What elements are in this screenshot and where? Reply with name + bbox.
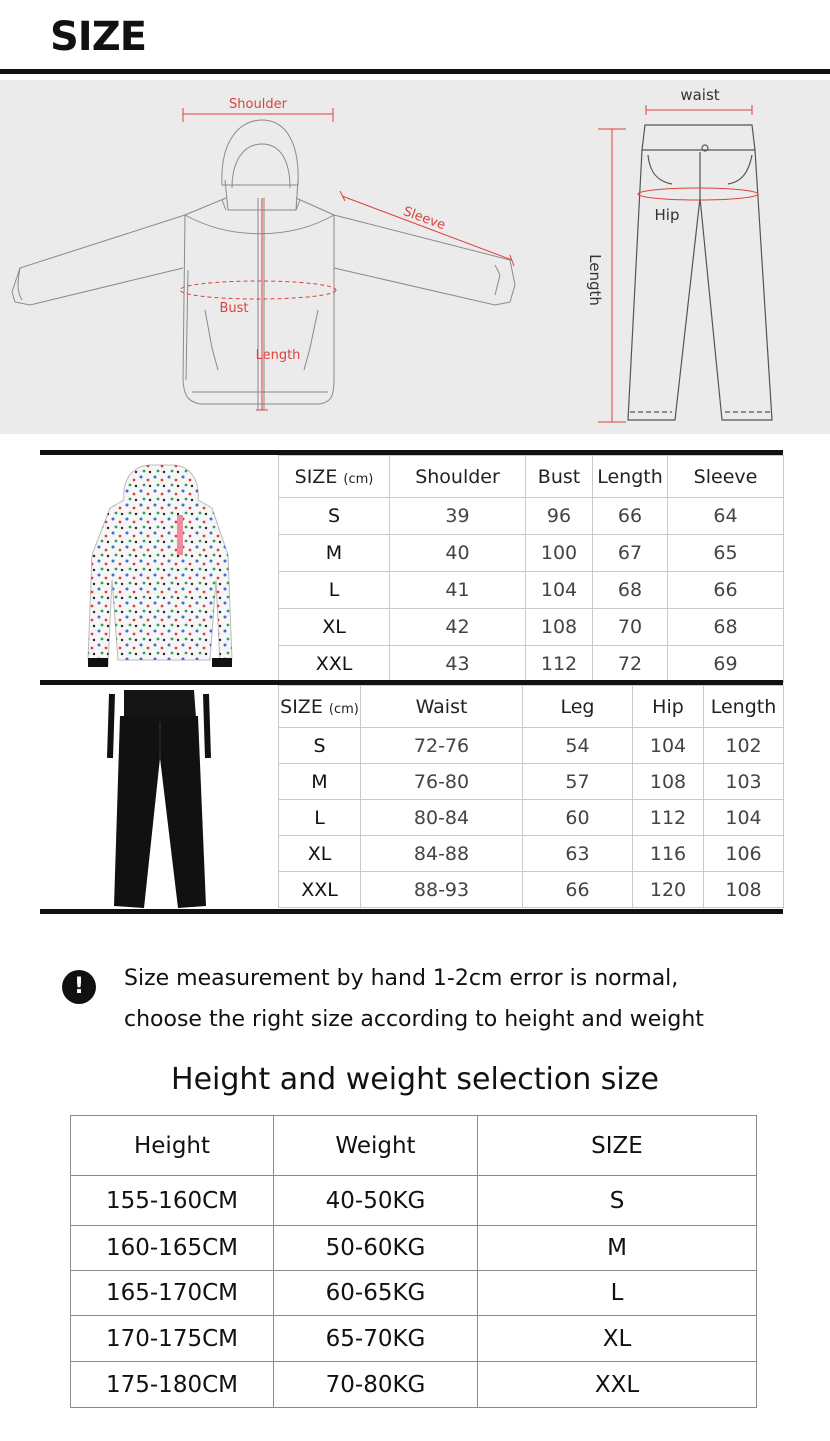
table-row: 170-175CM 65-70KG XL (71, 1316, 757, 1362)
note-line-1: Size measurement by hand 1-2cm error is normal, (124, 966, 679, 991)
col-header-sleeve: Sleeve (668, 456, 784, 498)
table-row: M 76-80 57 108 103 (279, 764, 784, 800)
pants-drawing (628, 125, 772, 420)
jacket-photo (40, 460, 278, 682)
table-row: M 40 100 67 65 (279, 535, 784, 572)
table-row: L 80-84 60 112 104 (279, 800, 784, 836)
col-header-height: Height (71, 1116, 274, 1176)
table-header-row (279, 456, 784, 498)
hw-section-title: Height and weight selection size (171, 1062, 659, 1097)
col-header-size: SIZE (478, 1116, 757, 1176)
height-weight-table (70, 1115, 757, 1408)
jacket-drawing (12, 120, 515, 410)
table-row: 175-180CM 70-80KG XXL (71, 1362, 757, 1408)
jacket-size-table (278, 455, 784, 683)
table-row: S 72-76 54 104 102 (279, 728, 784, 764)
pants-measure-lines (598, 105, 758, 422)
pants-length-label: Length (586, 254, 604, 306)
sleeve-label: Sleeve (401, 204, 448, 234)
note-line-2: choose the right size according to height and weight (124, 1007, 704, 1032)
table-row: XXL 43 112 72 69 (279, 646, 784, 683)
waist-label: waist (680, 86, 720, 104)
page-header (0, 0, 830, 74)
col-header-length: Length (704, 686, 784, 728)
exclamation-icon: ! (62, 970, 96, 1004)
col-header-length: Length (593, 456, 668, 498)
page-title: SIZE (50, 14, 147, 60)
table-header-row (71, 1116, 757, 1176)
header-divider (0, 69, 830, 74)
col-header-hip: Hip (633, 686, 704, 728)
table-row: 155-160CM 40-50KG S (71, 1176, 757, 1226)
col-header-size: SIZE (cm) (279, 456, 390, 498)
measurement-diagram (0, 80, 830, 434)
section-divider (40, 909, 783, 914)
jacket-measure-lines (180, 108, 514, 410)
table-row: L 41 104 68 66 (279, 572, 784, 609)
table-row: XL 84-88 63 116 106 (279, 836, 784, 872)
jacket-size-section (40, 450, 783, 684)
col-header-shoulder: Shoulder (390, 456, 526, 498)
table-header-row (279, 686, 784, 728)
table-row: XL 42 108 70 68 (279, 609, 784, 646)
jacket-length-label: Length (255, 348, 301, 363)
col-header-leg: Leg (523, 686, 633, 728)
table-row: 160-165CM 50-60KG M (71, 1226, 757, 1271)
bust-label: Bust (219, 301, 249, 316)
pants-size-section (40, 680, 783, 916)
col-header-weight: Weight (274, 1116, 478, 1176)
garment-illustration (0, 80, 830, 434)
col-header-size: SIZE (cm) (279, 686, 361, 728)
table-row: 165-170CM 60-65KG L (71, 1271, 757, 1316)
col-header-bust: Bust (526, 456, 593, 498)
table-row: S 39 96 66 64 (279, 498, 784, 535)
pants-size-table (278, 685, 784, 908)
hip-label: Hip (654, 206, 680, 224)
col-header-waist: Waist (361, 686, 523, 728)
shoulder-label: Shoulder (229, 97, 287, 112)
pants-photo (40, 688, 278, 910)
table-row: XXL 88-93 66 120 108 (279, 872, 784, 908)
